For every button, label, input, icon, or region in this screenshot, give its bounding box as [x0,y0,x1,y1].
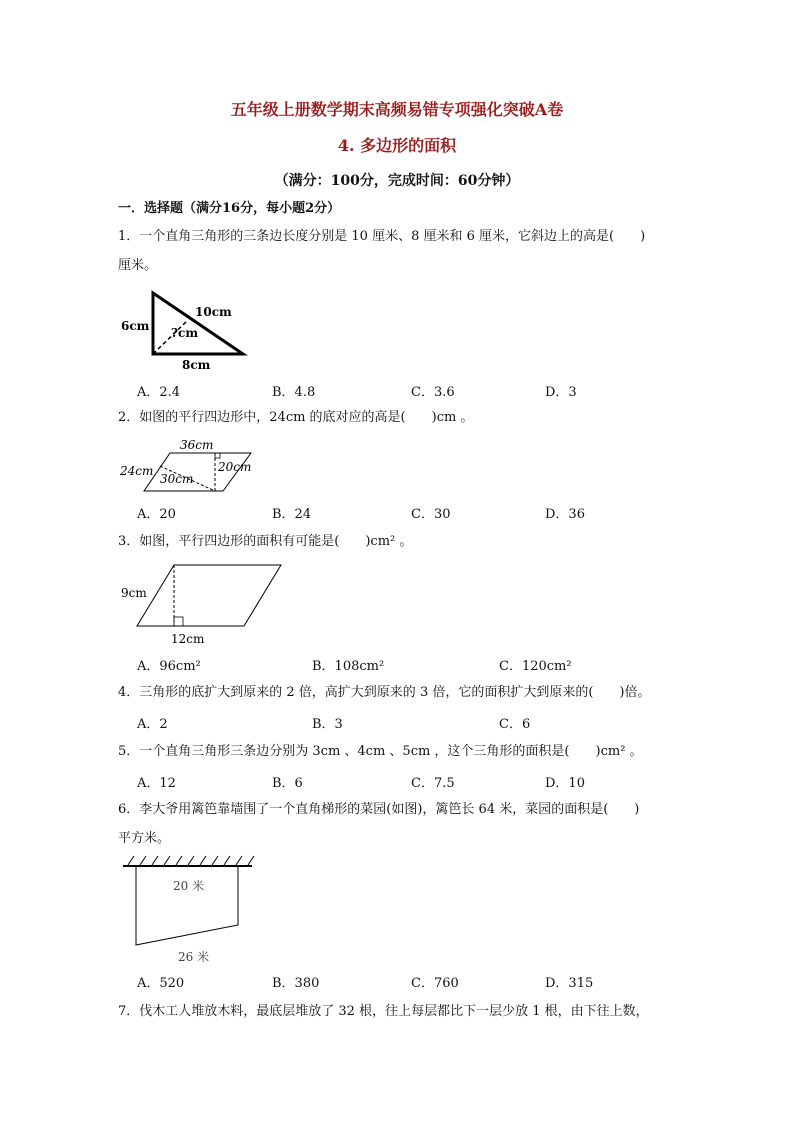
parallelogram-shape [137,565,281,626]
label-26m: 26 米 [178,950,210,964]
question-2-options [0,503,794,523]
option-c[interactable]: C．3.6 [411,385,455,400]
parallelogram-figure-q2 [118,436,258,496]
label-6cm: 6cm [121,319,150,333]
label-unknown-height: ?cm [171,326,199,340]
label-20cm: 20cm [218,460,252,474]
triangle-shape [153,293,243,354]
trapezoid-garden-figure [118,852,258,968]
right-triangle-figure [115,288,255,373]
wall-hatch [128,856,254,865]
right-angle-mark [174,617,183,626]
page-title: 五年级上册数学期末高频易错专项强化突破A卷 [230,100,564,119]
label-24cm: 24cm [120,464,154,478]
option-c[interactable]: C．7.5 [411,776,455,791]
option-d[interactable]: D．3 [545,385,577,400]
right-angle-mark [215,453,220,458]
question-5-options [0,772,794,792]
option-a[interactable]: A．2 [137,717,168,732]
label-30cm: 30cm [160,472,194,486]
question-4-options [0,713,794,733]
question-4-line1: 4．三角形的底扩大到原来的 2 倍，高扩大到原来的 3 倍，它的面积扩大到原来的( )倍。 [118,685,651,700]
chapter-title: 4. 多边形的面积 [337,136,457,155]
option-b[interactable]: B．380 [272,976,320,991]
question-7-line1: 7．伐木工人堆放木料，最底层堆放了 32 根，往上每层都比下一层少放 1 根，由下往上数， [118,1004,649,1019]
question-3-options [0,655,794,675]
option-b[interactable]: B．3 [312,717,343,732]
question-1-line1: 1．一个直角三角形的三条边长度分别是 10 厘米、8 厘米和 6 厘米，它斜边上的高是( ) [118,229,646,244]
option-a[interactable]: A．520 [137,976,185,991]
option-d[interactable]: D．10 [545,776,585,791]
label-12cm: 12cm [171,632,205,646]
label-36cm: 36cm [180,438,214,452]
option-c[interactable]: C．120cm² [499,659,572,674]
question-5-line1: 5．一个直角三角形三条边分别为 3cm 、4cm 、5cm ，这个三角形的面积是( )cm² 。 [118,744,643,759]
option-b[interactable]: B．24 [272,507,312,522]
option-b[interactable]: B．4.8 [272,385,316,400]
option-a[interactable]: A．20 [137,507,176,522]
option-d[interactable]: D．315 [545,976,594,991]
question-6-line1: 6．李大爷用篱笆靠墙围了一个直角梯形的菜园(如图)，篱笆长 64 米，菜园的面积是( ) [118,802,640,817]
option-b[interactable]: B．108cm² [312,659,385,674]
parallelogram-figure-q3 [118,560,288,648]
question-6-options [0,972,794,992]
option-c[interactable]: C．760 [411,976,459,991]
option-b[interactable]: B．6 [272,776,303,791]
option-c[interactable]: C．6 [499,717,531,732]
section-heading: 一．选择题（满分16分，每小题2分） [118,201,341,216]
question-1-options [0,381,794,401]
option-c[interactable]: C．30 [411,507,451,522]
label-20m: 20 米 [173,879,205,893]
label-9cm: 9cm [121,586,147,600]
question-1-line2: 厘米。 [118,258,158,273]
option-a[interactable]: A．96cm² [137,659,201,674]
question-2-line1: 2．如图的平行四边形中，24cm 的底对应的高是( )cm 。 [118,410,474,425]
question-3-line1: 3．如图，平行四边形的面积有可能是( )cm² 。 [118,534,413,549]
label-8cm: 8cm [182,358,211,372]
label-10cm: 10cm [195,305,232,319]
option-a[interactable]: A．2.4 [137,385,181,400]
score-info: （满分：100分，完成时间：60分钟） [274,173,520,189]
question-6-line2: 平方米。 [118,831,171,846]
option-a[interactable]: A．12 [137,776,176,791]
option-d[interactable]: D．36 [545,507,585,522]
